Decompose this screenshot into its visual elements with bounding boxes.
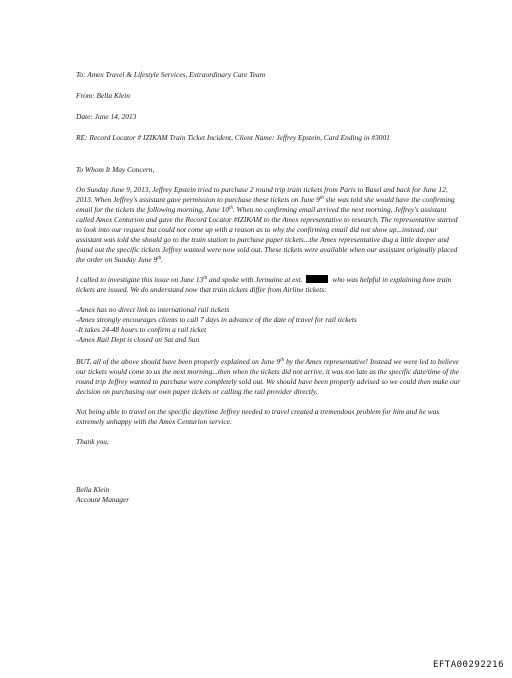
signature-block xyxy=(76,485,464,505)
date-line: Date: June 14, 2013 xyxy=(76,112,137,121)
signature-name: Bella Klein xyxy=(76,485,110,494)
paragraph-3: BUT, all of the above should have been properly explained on June 9th by the Amex representative! Instead we were led to believe our tickets would come to us the next morning...then when the tickets did not arrive, it was too late as the specific date/time of the round trip Jeffrey wanted to purchase were completely sold out. We should have been properly advised so we could then make our decision on purchasing our own paper tickets or calling the rail provider directly. xyxy=(76,357,461,396)
list-item: -It takes 24-48 hours to confirm a rail ticket xyxy=(76,325,207,334)
salutation: To Whom It May Concern, xyxy=(76,165,155,174)
from-line: From: Bella Klein xyxy=(76,91,130,100)
signature-title: Account Manager xyxy=(76,495,130,504)
list-item: -Amex has no direct link to international rail tickets xyxy=(76,305,230,314)
paragraph-4: Not being able to travel on the specific day/time Jeffrey needed to travel created a tremendous problem for him and he was extremely unhappy with the Amex Centurion service. xyxy=(76,407,440,426)
to-line: To: Amex Travel & Lifestyle Services, Extraordinary Care Team xyxy=(76,70,266,79)
redaction-box xyxy=(306,275,328,283)
list-item: -Amex Rail Dept is closed on Sat and Sun xyxy=(76,335,200,344)
bates-number: EFTA00292216 xyxy=(432,660,504,670)
re-line: RE: Record Locator # IZIKAM Train Ticket Incident, Client Name: Jeffrey Epstein, Card Ending in #3001 xyxy=(76,133,390,142)
paragraph-1: On Sunday June 9, 2013, Jeffrey Epstein tried to purchase 2 round trip train tickets from Paris to Basel and back for June 12, 2013. When Jeffrey's assistant gave permission to purchase these tickets on June 9th she was told she would have the confirming email for the tickets the following morning, June 10th. When no confirming email arrived the next morning, Jeffrey's assistant called Amex Centurion and gave the Record Locator #IZIKAM to the Amex representative to research. The representative started to look into our request but could not come up with a reason as to why the confirming email did not show up...instead, our assistant was told she should go to the train station to purchase paper tickets...the Amex representative dug a little deeper and found out the specific tickets Jeffrey wanted were now sold out. These tickets were available when our assistant originally placed the order on Sunday June 9th. xyxy=(76,185,458,264)
bullet-list xyxy=(76,305,464,345)
paragraph-2: I called to investigate this issue on June 13th and spoke with Jermaine at ext. who was helpful in explaining how train tickets are issued. We do understand now that train tickets differ from Airline tickets: xyxy=(76,275,452,294)
letter-body xyxy=(76,70,464,505)
list-item: -Amex strongly encourages clients to call 7 days in advance of the date of travel for rail tickets xyxy=(76,315,357,324)
closing: Thank you, xyxy=(76,437,109,446)
